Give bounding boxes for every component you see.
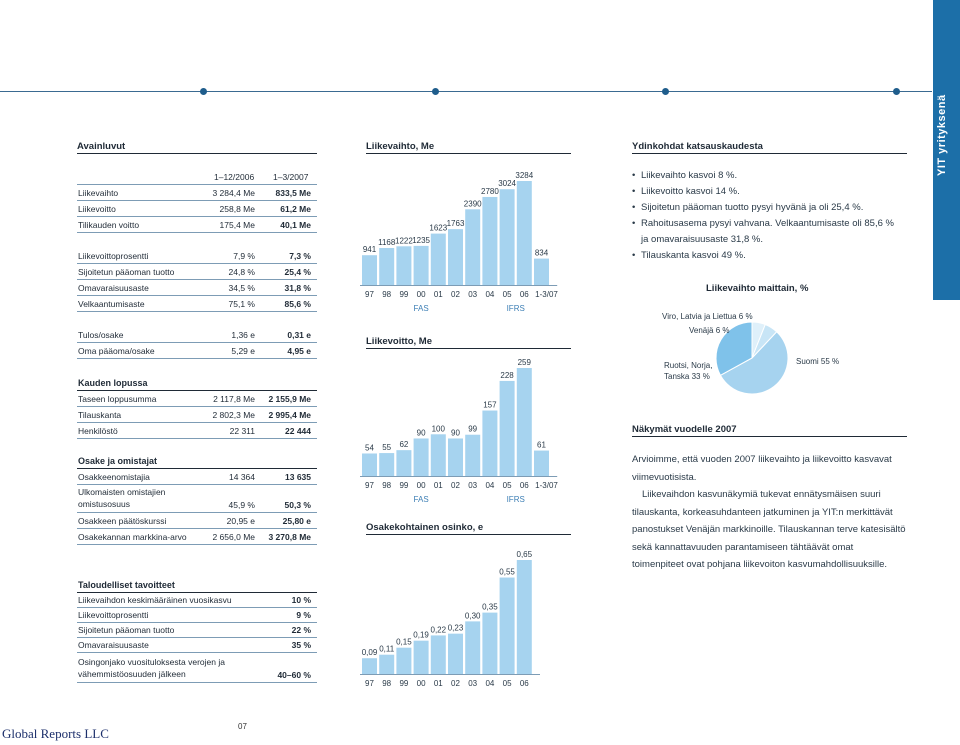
bar [431,234,446,285]
data-label: 157 [483,400,497,410]
x-tick-label: 98 [382,481,392,490]
slice-label: Viro, Latvia ja Liettua 6 % [662,312,753,321]
x-tick-label: 05 [502,481,512,490]
x-tick-label: 01 [433,290,443,299]
table-row: Osakekannan markkina-arvo 2 656,0 Me 3 270,8 Me [77,529,317,545]
data-label: 941 [362,245,377,255]
x-tick-label: 06 [519,481,529,490]
table-row: Liikevoittoprosentti 9 % [77,608,317,623]
table-row: Tilikauden voitto 175,4 Me 40,1 Me [77,217,317,233]
bar [448,229,463,285]
data-label: 0,15 [396,637,412,647]
bar [482,613,497,674]
bar [362,658,377,674]
data-label: 0,55 [499,567,515,577]
bar [500,381,515,476]
chart-rule [366,534,571,535]
table-row: Ulkomaisten omistajien omistusosuus 45,9 % 50,3 % [77,485,317,513]
x-tick-label: 00 [416,290,426,299]
data-label: 0,30 [464,611,481,621]
list-item: • Tilauskanta kasvoi 49 %. [632,248,902,264]
data-label: 0,09 [361,648,378,658]
bar [448,634,463,674]
bar [379,248,394,285]
data-label: 62 [399,440,409,450]
data-label: 55 [382,443,392,453]
bar [396,648,411,674]
dividend-bar-chart [360,536,575,696]
x-tick-label: 03 [468,290,478,299]
x-tick-label: 99 [399,679,409,688]
highlights-title: Ydinkohdat katsauskaudesta [632,141,763,152]
data-label: 90 [416,428,426,438]
bar [414,438,429,476]
bar [448,438,463,476]
bar [517,368,532,476]
bar [465,621,480,674]
accounting-group-label: IFRS [506,304,525,313]
x-tick-label: 06 [519,290,529,299]
bar [482,197,497,285]
bar [379,655,394,674]
x-tick-label: 01 [433,679,443,688]
bar [379,453,394,476]
table-row: Omavaraisuusaste 34,5 % 31,8 % [77,280,317,296]
data-label: 0,35 [482,602,498,612]
x-tick-label: 97 [365,290,374,299]
data-label: 228 [500,370,514,380]
outlook-title: Näkymät vuodelle 2007 [632,424,737,435]
rule-dot [200,88,207,95]
bar [362,255,377,285]
bar [431,434,446,476]
slice-label: Tanska 33 % [664,372,710,381]
chart-rule [366,153,571,154]
data-label: 0,22 [430,625,447,635]
table-row: Sijoitetun pääoman tuotto 22 % [77,623,317,638]
bar [517,181,532,285]
x-tick-label: 1-3/07 [535,290,558,299]
page-number: 07 [238,722,247,731]
table-row: Sijoitetun pääoman tuotto 24,8 % 25,4 % [77,264,317,280]
data-label: 834 [534,248,549,258]
outlook-rule [632,436,907,437]
data-label: 259 [517,358,531,367]
x-tick-label: 05 [502,679,512,688]
data-label: 1222 [395,236,413,246]
data-label: 90 [451,428,460,438]
rule-dot [432,88,439,95]
rule-dot [662,88,669,95]
table-row: Liikevaihto 3 284,4 Me 833,5 Me [77,185,317,201]
accounting-group-label: FAS [413,495,429,504]
data-label: 61 [537,440,546,450]
period-end-title: Kauden lopussa [78,378,148,388]
highlights-list [632,168,902,264]
column-header-2007: 1–3/2007 [273,172,309,182]
table-row: Osingonjako vuosituloksesta verojen ja vähemmistöosuuden jälkeen 40–60 % [77,653,317,683]
bar [534,451,549,476]
x-tick-label: 98 [382,679,392,688]
section-sidebar [933,0,960,300]
revenue-bar-chart [360,155,575,315]
chart-title-revenue: Liikevaihto, Me [366,141,435,152]
shares-title: Osake ja omistajat [78,456,158,466]
revenue-by-country-pie-chart [630,298,910,408]
data-label: 0,11 [379,644,395,654]
key-figures-title: Avainluvut [77,141,126,152]
data-label: 2390 [463,199,482,209]
x-tick-label: 97 [365,481,374,490]
operating-profit-bar-chart [360,350,575,515]
x-tick-label: 98 [382,290,392,299]
chart-title-dividend: Osakekohtainen osinko, e [366,522,484,533]
key-figures-rule [77,153,317,154]
bar [517,560,532,674]
bar [465,209,480,285]
outlook-paragraph-1: Arvioimme, että vuoden 2007 liikevaihto ja liikevoitto kasvavat viimevuotisista. [632,454,892,483]
bar [482,411,497,476]
table-row: Tulos/osake 1,36 e 0,31 e [77,312,317,343]
table-row: Taseen loppusumma 2 117,8 Me 2 155,9 Me [77,391,317,407]
column-header-2006: 1–12/2006 [214,172,255,182]
x-tick-label: 03 [468,679,478,688]
x-tick-label: 02 [451,481,460,490]
list-item: • Liikevoitto kasvoi 14 %. [632,184,902,200]
data-label: 3284 [515,171,534,180]
x-tick-label: 99 [399,481,409,490]
bar [500,578,515,674]
slice-label: Suomi 55 % [796,357,840,366]
chart-rule [366,348,571,349]
data-label: 0,23 [447,623,464,633]
data-label: 1623 [429,223,448,233]
x-tick-label: 00 [416,481,426,490]
bar [396,246,411,285]
list-item: • Sijoitetun pääoman tuotto pysyi hyvänä ja oli 25,4 %. [632,200,902,216]
bar [414,246,429,285]
data-label: 3024 [498,179,516,189]
slice-label: Venäjä 6 % [689,326,730,335]
bar [500,189,515,285]
data-label: 0,19 [413,630,429,640]
x-tick-label: 04 [485,290,495,299]
bar [465,435,480,476]
x-tick-label: 04 [485,481,495,490]
x-tick-label: 99 [399,290,409,299]
table-row: Liikevoittoprosentti 7,9 % 7,3 % [77,233,317,264]
bar [362,453,377,476]
list-item: • Rahoitusasema pysyi vahvana. Velkaantumisaste oli 85,6 % ja omavaraisuusaste 31,8 %. [632,216,902,248]
chart-title-countries: Liikevaihto maittain, % [706,283,809,294]
data-label: 1168 [378,238,396,248]
x-tick-label: 06 [519,679,529,688]
bar [534,259,549,285]
x-tick-label: 02 [451,290,460,299]
table-row: Osakkeen päätöskurssi 20,95 e 25,80 e [77,513,317,529]
targets-title: Taloudelliset tavoitteet [78,580,175,590]
chart-title-profit: Liikevoitto, Me [366,336,432,347]
x-tick-label: 04 [485,679,495,688]
table-row: Henkilöstö 22 311 22 444 [77,423,317,439]
data-label: 1763 [446,219,465,229]
sidebar-label: YIT yrityksenä [936,94,948,176]
table-row: Osakkeenomistajia 14 364 13 635 [77,469,317,485]
bar [431,635,446,674]
list-item: • Liikevaihto kasvoi 8 %. [632,168,902,184]
data-label: 54 [365,443,374,453]
x-tick-label: 1-3/07 [535,481,558,490]
table-row: Tilauskanta 2 802,3 Me 2 995,4 Me [77,407,317,423]
data-label: 99 [468,424,478,434]
table-row: Velkaantumisaste 75,1 % 85,6 % [77,296,317,312]
table-row: Liikevoitto 258,8 Me 61,2 Me [77,201,317,217]
bar [396,450,411,476]
accounting-group-label: IFRS [506,495,525,504]
table-row: Oma pääoma/osake 5,29 e 4,95 e [77,343,317,359]
data-label: 0,65 [516,550,533,559]
bar [414,641,429,674]
top-rule [0,91,932,92]
data-label: 2780 [481,186,499,196]
slice-label: Ruotsi, Norja, [664,361,713,370]
x-tick-label: 05 [502,290,512,299]
x-tick-label: 03 [468,481,478,490]
footer-brand: Global Reports LLC [2,726,109,741]
x-tick-label: 00 [416,679,426,688]
table-row: Liikevaihdon keskimääräinen vuosikasvu 10 % [77,593,317,608]
accounting-group-label: FAS [413,304,429,313]
data-label: 1235 [412,235,430,245]
data-label: 100 [431,424,445,434]
x-tick-label: 02 [451,679,460,688]
x-tick-label: 01 [433,481,443,490]
highlights-rule [632,153,907,154]
outlook-paragraph-2: Liikevaihdon kasvunäkymiä tukevat ennätysmäisen suuri tilauskanta, korkeasuhdanteen jatkuminen ja YIT:n merkittävät panostukset Venäjän markkinoille. Tilauskannan terve katesisältö sekä kannattavuuden parantamiseen tähtäävät omat toimenpiteet ovat pohjana liikevoiton kasvumahdollisuuksille. [632,489,906,570]
x-tick-label: 97 [365,679,374,688]
rule-dot [893,88,900,95]
table-row: Omavaraisuusaste 35 % [77,638,317,653]
